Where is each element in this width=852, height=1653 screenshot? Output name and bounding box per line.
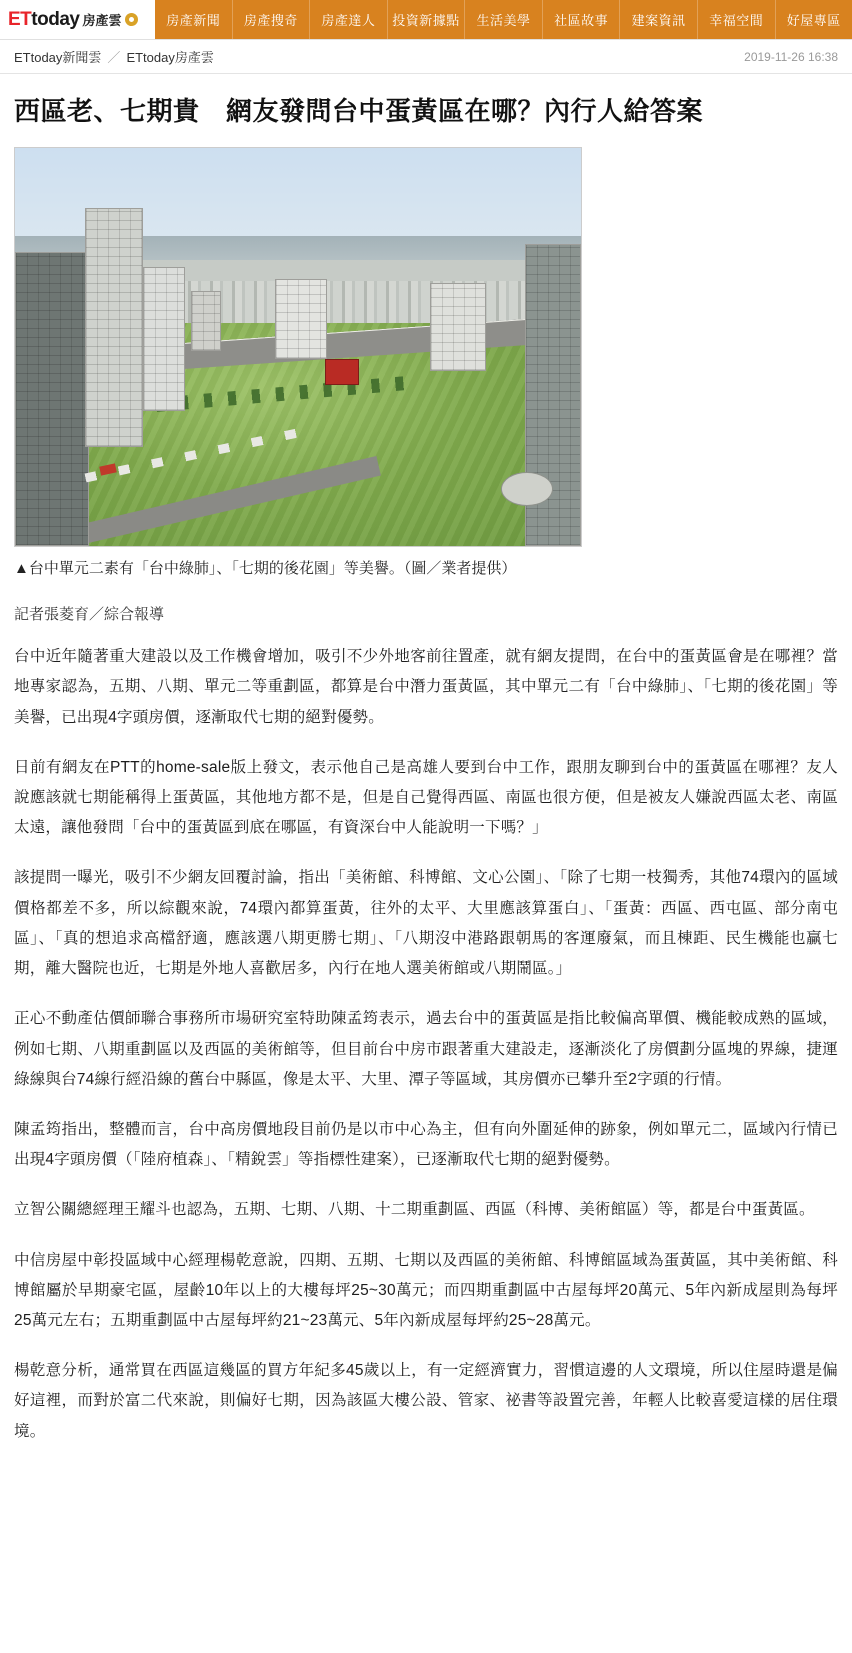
article-paragraph: 楊乾意分析，通常買在西區這幾區的買方年紀多45歲以上，有一定經濟實力，習慣這邊的人文環境，所以住屋時還是偏好這裡，而對於富二代來說，則偏好七期，因為該區大樓公設、管家、祕書等設置完善，年輕人比較喜愛這樣的居住環境。: [14, 1362, 838, 1440]
site-header: [0, 0, 852, 40]
nav-item-community-stories[interactable]: 社區故事: [543, 0, 621, 39]
nav-item-happy-space[interactable]: 幸福空間: [698, 0, 776, 39]
article-paragraph: 該提問一曝光，吸引不少網友回覆討論，指出「美術館、科博館、文心公園」、「除了七期一枝獨秀，其他74環內的區域價格都差不多，所以綜觀來說，74環內都算蛋黃，往外的太平、大里應該算蛋白」、「蛋黃：西區、西屯區、部分南屯區」、「真的想追求高檔舒適，應該選八期更勝七期」、「八期沒中港路跟朝馬的客運廢氣，而且棟距、民生機能也贏七期，離大醫院也近，七期是外地人喜歡居多，內行在地人選美術館或八期鬧區。」: [14, 869, 838, 978]
photo-red-billboard: [325, 359, 359, 385]
article-paragraph: 日前有網友在PTT的home-sale版上發文，表示他自己是高雄人要到台中工作，跟朋友聊到台中的蛋黃區在哪裡？友人說應該就七期能稱得上蛋黃區，其他地方都不是，但是自己覺得西區、南區也很方便，但是被友人嫌說西區太老、南區太遠，讓他發問「台中的蛋黃區到底在哪區，有資深台中人能說明一下嗎？」: [14, 758, 838, 837]
main-nav: [155, 0, 852, 39]
brand-section-label: 房產雲: [82, 13, 122, 28]
breadcrumb-item-home[interactable]: ETtoday新聞雲: [14, 50, 102, 65]
photo-building-low-block: [191, 291, 221, 351]
nav-item-investment-spots[interactable]: 投資新據點: [388, 0, 466, 39]
nav-item-property-news[interactable]: 房產新聞: [155, 0, 233, 39]
breadcrumb-separator: ／: [107, 50, 121, 65]
photo-building-right-mid: [430, 283, 486, 371]
nav-item-project-info[interactable]: 建案資訊: [620, 0, 698, 39]
nav-item-good-house[interactable]: 好屋專區: [786, 13, 841, 28]
figure-caption: ▲台中單元二素有「台中綠肺」、「七期的後花園」等美譽。（圖／業者提供）: [14, 560, 517, 578]
breadcrumb: [14, 47, 214, 66]
article-paragraph: 台中近年隨著重大建設以及工作機會增加，吸引不少外地客前往置產，就有網友提問，在台中的蛋黃區會是在哪裡？當地專家認為，五期、八期、單元二等重劃區，都算是台中潛力蛋黃區，其中單元二有「台中綠肺」、「七期的後花園」等美譽，已出現4字頭房價，逐漸取代七期的絕對優勢。: [14, 648, 838, 726]
article-photo: [14, 147, 582, 547]
article-paragraph: 正心不動產估價師聯合事務所市場研究室特助陳孟筠表示，過去台中的蛋黃區是指比較偏高單價、機能較成熟的區域，例如七期、八期重劃區以及西區的美術館等，但目前台中房市跟著重大建設走，逐漸淡化了房價劃分區塊的界線，捷運綠線與台74線行經沿線的舊台中縣區，像是太平、大里、潭子等區域，其房價亦已攀升至2字頭的行情。: [14, 1010, 838, 1088]
article-timestamp: 2019-11-26 16:38: [744, 49, 838, 64]
article-paragraph: 立智公關總經理王耀斗也認為，五期、七期、八期、十二期重劃區、西區（科博、美術館區）等，都是台中蛋黃區。: [14, 1201, 815, 1219]
photo-building-left-mid: [143, 267, 185, 410]
photo-building-center: [275, 279, 327, 359]
photo-building-left-tall: [15, 252, 89, 547]
page-title: 西區老、七期貴 網友發問台中蛋黃區在哪？內行人給答案: [14, 96, 704, 126]
article-paragraph: 陳孟筠指出，整體而言，台中高房價地段目前仍是以市中心為主，但有向外圍延伸的跡象，例如單元二，區域內行情已出現4字頭房價（「陸府植森」、「精銳雲」等指標性建案），已逐漸取代七期的絕對優勢。: [14, 1120, 838, 1169]
article-body: [14, 642, 838, 1447]
site-logo[interactable]: [0, 0, 155, 39]
brand-dot-icon: [125, 13, 138, 26]
photo-building-left-tower: [85, 208, 143, 447]
photo-water-tank: [501, 472, 553, 506]
breadcrumb-bar: [0, 40, 852, 74]
article-byline: 記者張菱育／綜合報導: [14, 606, 165, 624]
nav-item-property-expert[interactable]: 房產達人: [310, 0, 388, 39]
article-paragraph: 中信房屋中彰投區域中心經理楊乾意說，四期、五期、七期以及西區的美術館、科博館區域為蛋黃區，其中美術館、科博館屬於早期豪宅區，屋齡10年以上的大樓每坪25~30萬元；而四期重劃區中古屋每坪20萬元、5年內新成屋則為每坪25萬元左右；五期重劃區中古屋每坪約21~23萬元、5年內新成屋每坪約25~28萬元。: [14, 1251, 838, 1330]
breadcrumb-item-section[interactable]: ETtoday房產雲: [126, 50, 214, 65]
nav-item-property-search[interactable]: 房產搜奇: [233, 0, 311, 39]
article-figure: [14, 147, 838, 581]
article: [0, 74, 852, 1491]
nav-item-lifestyle[interactable]: 生活美學: [465, 0, 543, 39]
brand-wordmark: ETtoday: [8, 8, 80, 30]
